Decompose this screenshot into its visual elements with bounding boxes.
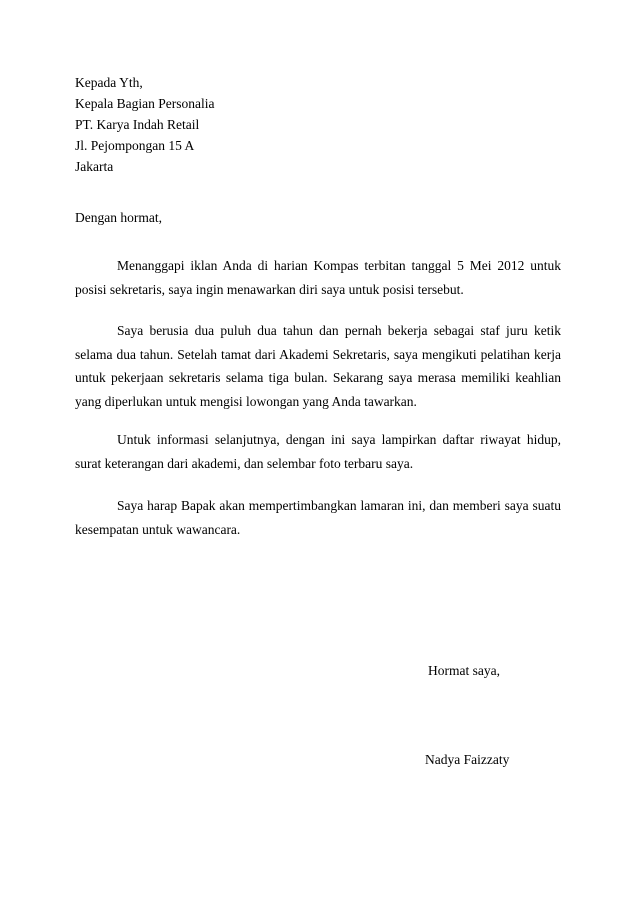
recipient-line: Jl. Pejompongan 15 A	[75, 138, 195, 153]
recipient-line: PT. Karya Indah Retail	[75, 117, 200, 132]
body-paragraph: Saya berusia dua puluh dua tahun dan pernah bekerja sebagai staf juru ketik selama dua tahun. Setelah tamat dari Akademi Sekretaris, saya mengikuti pelatihan kerja untuk pekerjaan sekretaris selama tiga bulan. Sekarang saya merasa memiliki keahlian yang diperlukan untuk mengisi lowongan yang Anda tawarkan.	[75, 323, 561, 409]
body-paragraph: Untuk informasi selanjutnya, dengan ini saya lampirkan daftar riwayat hidup, surat keterangan dari akademi, dan selembar foto terbaru saya.	[75, 432, 561, 471]
signature-name: Nadya Faizzaty	[425, 752, 510, 767]
recipient-line: Kepada Yth,	[75, 75, 143, 90]
body-paragraph: Menanggapi iklan Anda di harian Kompas terbitan tanggal 5 Mei 2012 untuk posisi sekretaris, saya ingin menawarkan diri saya untuk posisi tersebut.	[75, 258, 561, 297]
recipient-line: Kepala Bagian Personalia	[75, 96, 215, 111]
recipient-line: Jakarta	[75, 159, 114, 174]
salutation: Dengan hormat,	[75, 210, 162, 225]
closing: Hormat saya,	[428, 663, 500, 678]
recipient-address	[75, 72, 214, 177]
body-paragraph: Saya harap Bapak akan mempertimbangkan lamaran ini, dan memberi saya suatu kesempatan untuk wawancara.	[75, 498, 561, 537]
